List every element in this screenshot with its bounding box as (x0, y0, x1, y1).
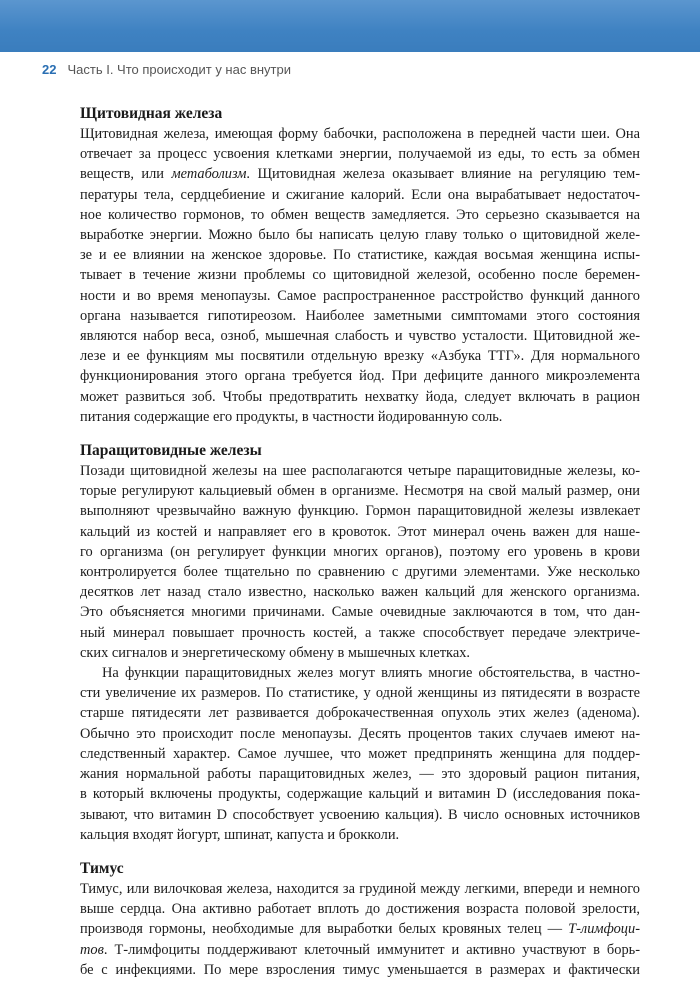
emphasized-term: Т-лимфоци- (568, 921, 640, 938)
section-text (80, 879, 640, 980)
text-line: лезе и ее функциям мы посвятили отдельную врезку «Азбука ТТГ». Для нормального (80, 348, 640, 365)
text-line: контролируется более тщательно по сравнению с другими элементами. Уже несколько (80, 564, 640, 581)
text-line: отвечает за процесс усвоения клетками энергии, получаемой из еды, то есть за обмен (80, 146, 640, 163)
text-line: в который включены продукты, содержащие кальций и витамин D (исследования пока- (80, 786, 640, 803)
section-parathyroid (80, 441, 640, 845)
text-line: тов. Т-лимфоциты поддерживают клеточный иммунитет и активно участвуют в борь- (80, 941, 640, 958)
text-line: Щитовидная железа, имеющая форму бабочки, расположена в передней части шеи. Она (80, 126, 640, 142)
text-line: выработке энергии. Можно было бы написать целую главу только о щитовидной желе- (80, 227, 640, 244)
text-line: кальция входят йогурт, шпинат, капуста и брокколи. (80, 826, 400, 843)
text-line: может развиться зоб. Чтобы предотвратить нехватку йода, следует включать в рацион (80, 388, 640, 405)
text-line: зе и ее влиянии на женское здоровье. По статистике, каждая восьмая женщина испы- (80, 247, 640, 264)
text-line: старше пятидесяти лет развивается доброкачественная опухоль этих желез (аденома). (80, 705, 640, 722)
text-line: пературы тела, сердцебиение и сжигание калорий. Если она вырабатывает недостаточ- (80, 186, 640, 203)
section-text (80, 461, 640, 845)
text-line: питания содержащие его продукты, в частности йодированную соль. (80, 408, 503, 425)
section-thymus (80, 859, 640, 980)
text-line: веществ, или метаболизм. Щитовидная железа оказывает влияние на регуляцию тем- (80, 166, 640, 183)
text-line: зывают, что витамин D способствует усвоению кальция). В число основных источников (80, 806, 640, 823)
text-line: жания нормальной работы паращитовидных желез, — это здоровый рацион питания, (80, 766, 640, 783)
text-line: ное количество гормонов, то обмен веществ замедляется. Это серьезно сказывается на (80, 206, 640, 223)
page-number: 22 (42, 62, 57, 77)
text-line: следственный характер. Самое лучшее, что может предпринять женщина для поддер- (80, 745, 640, 762)
running-header (42, 62, 291, 77)
text-line: выполняют чрезвычайно важную функцию. Гормон паращитовидной железы извлекает (80, 503, 640, 520)
section-heading: Тимус (80, 859, 124, 877)
text-line: торые регулируют кальциевый обмен в организме. Несмотря на свой малый размер, они (80, 483, 640, 500)
text-line: десятков лет назад стало известно, насколько важен кальций для женского организма. (80, 584, 640, 601)
emphasized-term: метаболизм (171, 166, 247, 183)
text-line: Позади щитовидной железы на шее располагаются четыре паращитовидные железы, ко- (80, 463, 640, 480)
text-line: Обычно это происходит после менопаузы. Десять процентов таких случаев имеют на- (80, 725, 640, 742)
text-line: сти увеличение их размеров. По статистике, у одной женщины из пятидесяти в возрасте (80, 685, 640, 702)
text-line: бе с инфекциями. По мере взросления тимус уменьшается в размерах и фактически (80, 961, 640, 978)
text-line: функционирования этого органа требуется йод. При дефиците данного микроэлемента (80, 368, 640, 385)
text-line: ских сигналов и энергетическому обмену в мышечных клетках. (80, 644, 470, 661)
top-color-band (0, 0, 700, 52)
text-line: производя гормоны, необходимые для выработки белых кровяных телец — Т-лимфоци- (80, 921, 640, 938)
text-line: ный минерал повышает прочность костей, а также способствует передаче электриче- (80, 624, 640, 641)
running-title: Часть I. Что происходит у нас внутри (67, 62, 291, 77)
text-line: тывает в течение жизни проблемы со щитовидной железой, особенно после беремен- (80, 267, 640, 284)
section-heading: Щитовидная железа (80, 105, 223, 122)
text-line: го организма (он регулирует функции многих органов), поэтому его уровень в крови (80, 543, 640, 560)
text-line: органа называется гипотиреозом. Наиболее заметными симптомами этого состояния (80, 307, 640, 324)
text-line: кальций из костей и направляет его в кровоток. Этот минерал очень важен для наше- (80, 523, 640, 540)
section-text (80, 124, 640, 427)
text-line: являются набор веса, озноб, мышечная слабость и чувство усталости. Щитовидной же- (80, 328, 640, 345)
emphasized-term: тов (80, 941, 104, 958)
text-line: ности и во время менопаузы. Самое распространенное расстройство функций данного (80, 287, 640, 304)
text-line: Это объясняется многими причинами. Самые очевидные заключаются в том, что дан- (80, 604, 640, 621)
section-thyroid (80, 104, 640, 427)
section-heading: Паращитовидные железы (80, 442, 262, 460)
text-line: На функции паращитовидных желез могут влиять многие обстоятельства, в частно- (102, 665, 640, 682)
text-line: Тимус, или вилочковая железа, находится за грудиной между легкими, впереди и немного (80, 880, 640, 897)
page-body (80, 104, 640, 994)
text-line: выше сердца. Она активно работает вплоть до достижения возраста половой зрелости, (80, 901, 640, 918)
